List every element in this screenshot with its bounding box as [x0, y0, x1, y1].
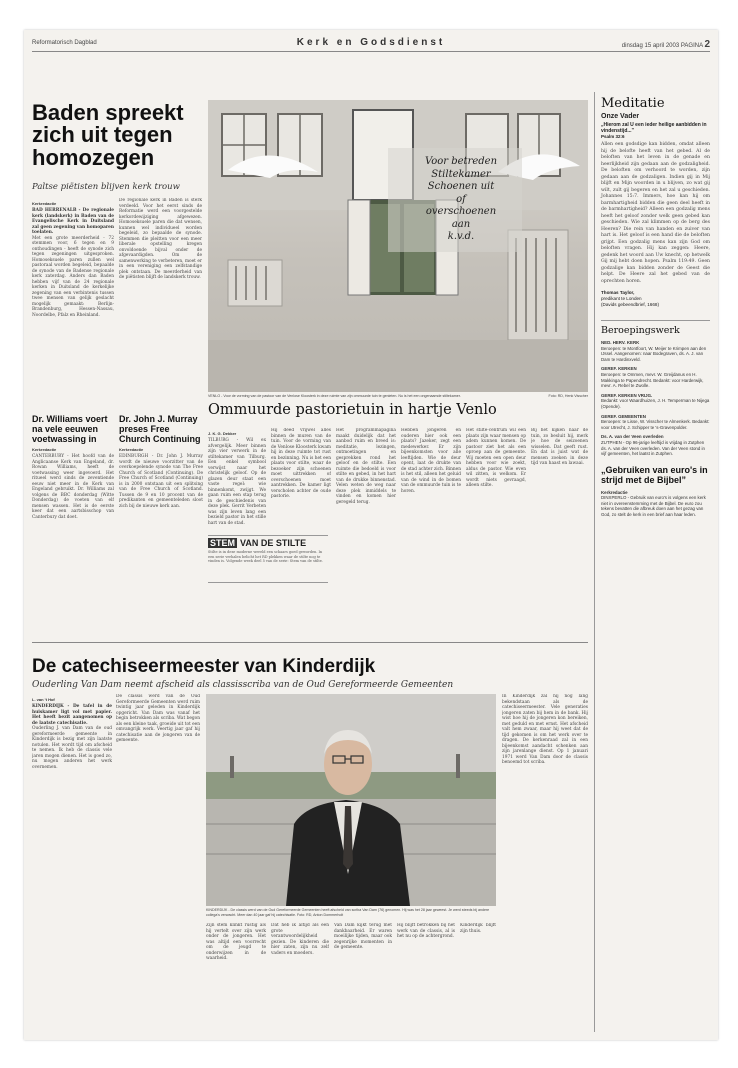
kicker: J. K. G. Dekker [208, 431, 237, 436]
beroep-text: Bedankt: voor Waardhuizen, J. H. Temperman te Nijega (Opende). [601, 398, 710, 409]
article-kinderdijk-col5 [334, 923, 392, 1028]
article-kinderdijk-col8 [502, 694, 588, 1028]
article-venlo-col5 [466, 428, 526, 628]
meditatie-body: Allen een godsdige kan bidden, omdat alleen hij de belofte heeft van het gebed. Al de beloften van het leven in de genade en heerlijkheid zijn gedaan aan de godzaligheid. De beloften om verhoord te worden, zijn gedaan aan de godzaligen. Indien gij in Mij blijft en Mijn woorden in u blijven, zo wat gij wilt, zult gij begeren en het zal u geschieden. Johannes 15:7. Immers, hoe kan hij om barmhartigheid bidden die geen deel heeft in de barmhartigheid? Alleen een godzalig mens heeft het geloof zonder welk geen gebed kan geschieden. Wie zal klimmen op de berg des Heeren? Die rein van handen en zuiver van hart is. Het geloof is een hand die de beloften grijpt. Een godzalig mens kan zijn God om beloften vragen. Hij kan zeggen: Heere, gedenk het woord aan Uw knecht, op hetwelk Gij mij hebt doen hopen. Psalm 119:49. Geen godzalige kan bidden zonder de Geest die helpt. De Heere zal het gebed van de oprechten horen. [601, 142, 710, 284]
beroep-entry [601, 393, 710, 410]
kicker: Kerkredactie [601, 489, 628, 495]
paper-name: Reformatorisch Dagblad [32, 40, 97, 46]
meditatie-author [601, 290, 710, 308]
article-venlo-col6 [531, 428, 588, 628]
article-baden-col1 [32, 198, 114, 398]
beroep-entry [601, 340, 710, 362]
article-kinderdijk-col7 [460, 923, 496, 1028]
sign-line: overschoenen [425, 206, 497, 217]
sign-line: Voor betreden [424, 156, 498, 167]
beroep-text: Beroepen: te Montfoort, W. Meijer te Krimpen aan den IJssel. Aangenomen: naar Bodegraven, ds. A. J. van Dam te Hardinxveld. [601, 345, 707, 362]
article-body: Het programmapagina maakt duidelijk dat het aanbod ruim en breed is: meditatie, lezingen, ontmoetingen en gesprekken rond het geloof en de stilte. Een ruimte die bedoeld is voor stilte en gebed, in het hart van de drukke binnenstad. Velen weten de weg naar deze plek inmiddels te vinden en komen hier geregeld terug. [336, 428, 396, 505]
article-kinderdijk-col3 [206, 923, 266, 1028]
photo-credit: Foto: RD, Henk Visscher [548, 394, 588, 398]
newspaper-page [24, 30, 718, 1040]
kicker: L. van 't Hof [32, 697, 55, 702]
beroep-entry [601, 366, 710, 388]
article-lead: KINDERDIJK - De tafel in de huiskamer ligt vol met papier. Het heeft bezit aangenomen op de laatste catechisatie. [32, 704, 112, 726]
meditatie-title: Meditatie [601, 96, 665, 111]
sign-line: Stiltekamer [431, 168, 491, 180]
article-body: Kinderdijk blijft zijn thuis. [460, 923, 496, 934]
headline-kinderdijk: De catechiseermeester van Kinderdijk [32, 656, 376, 677]
article-body: De classis werd van de Oud Gereformeerde Gemeenten werd ruim twintig jaar geleden in Kinderdijk opgericht. Van Dam was vanaf het begin betrokken als scriba. Wat begon als een kleine taak, groeide uit tot een omvangrijk werk. Veertig jaar gaf hij catechisatie aan de jongeren van de gemeente. [116, 694, 200, 743]
article-body: Zijn stem klinkt rustig als hij vertelt over zijn werk onder de jongeren. Het was altijd een voorrecht om de jeugd te onderwijzen in de waarheid. [206, 923, 266, 961]
issue-date [622, 39, 710, 50]
article-body: Hij deed vrijwel alles binnen de muren van de tuin. Voor de vorming van de Venlose Kloosterk kwam hij in deze ruimte tot rust en bezinning. Nu is het een plaats voor stilte, waar de bezoeker zijn schoenen moet uittrekken of overschoenen moet aantrekken. De kamer ligt verscholen achter de oude pastorie. [271, 428, 331, 499]
headline-murray: Dr. John J. Murray preses Free Church Continuing [119, 414, 201, 444]
room-illustration [208, 100, 588, 392]
date-text: dinsdag 15 april 2003 [621, 43, 680, 49]
caption-text: KINDERDIJK - De classis werd van de Oud Gereformeerde Gemeenten heeft afscheid van scriba Van Dam (76) genomen. Hij was het 28 jaar geweest. Je werd steeds bij andere collega's verwacht. Meer dan 40 jaar gaf hij catechisatie. [206, 908, 490, 917]
kicker: Kerkredactie [32, 447, 57, 452]
article-body: EDINBURGH - Dr. John J. Murray wordt de nieuwe voorzitter van de overkoepelende synode van The Free Church of Scotland (Continuing). De Free Church of Scotland (Continuing) is in 2000 ontstaan uit een splitsing van de Free Church of Scotland. Tussen de 9 en 10 procent van de predikanten en gemeenteleden sloot zich bij de nieuwe kerk aan. [119, 454, 203, 509]
photo-van-dam [206, 694, 496, 906]
article-venlo-col1 [208, 428, 266, 628]
meditatie-psalm: Psalm 32:6 [601, 134, 625, 139]
article-body: Ouderling J. van Dam van de oud gereformeerde gemeente in Kinderdijk is bezig met zijn laatste notulen. Het wordt tijd om afscheid te nemen. Ik heb de classis vele jaren mogen dienen. Het is goed zo, nu mogen anderen het werk overnemen. [32, 726, 112, 770]
brief-text: DINXPERLO - Gebruik van euro's is volgens een kerk niet in overeenstemming met de Bijbel. De euro zou tekens bevatten die afbreuk doen aan het gezag van God, zo stelt de kerk in een brief aan haar leden. [601, 495, 706, 518]
beroep-text: Beroepen: te Lisse, W. Visscher te Almenkerk. Bedankt: voor Utrecht, J. Schipper te 's-Gravenpolder. [601, 419, 710, 430]
brief-overleden [601, 434, 710, 456]
photo-caption [206, 908, 496, 917]
caption-text: VENLO - Voor de vorming van de pastoor van de Venlose Kloosterk in deze ruimte van zijn ommuurde tuin te genieten. Nu is het een ongenaamde stiltekamer. [208, 394, 461, 398]
article-murray [119, 414, 203, 634]
article-body: Dat heb ik altijd als een grote verantwoordelijkheid gezien. De kinderen die hier zaten, zijn nu zelf vaders en moeders. [271, 923, 329, 956]
sign-line: of [456, 193, 466, 205]
beroep-church: GEREF. KERKEN [601, 366, 637, 372]
article-kinderdijk-col4 [271, 923, 329, 1028]
author-name: Thomas Taylor, [601, 290, 635, 295]
article-kinderdijk-col2 [116, 694, 200, 1028]
photo-stiltekamer [208, 100, 588, 392]
brief-headline: Ds. A. van der Veen overleden [601, 434, 664, 440]
euro-headline: „Gebruiken van euro's in strijd met de Bijbel” [601, 464, 708, 486]
stem-van-de-stilte-box [208, 535, 328, 583]
page-label: PAGINA [680, 43, 703, 49]
photo-credit: Foto: RD, Anton Dommerholt [296, 912, 344, 917]
article-venlo-col3 [336, 428, 396, 628]
beroep-church: GEREF. KERKEN VRIJG. [601, 392, 653, 398]
article-kinderdijk-col1 [32, 694, 112, 1028]
section-divider [32, 642, 588, 643]
stiltekamer-sign [406, 156, 516, 244]
article-body: CANTERBURY - Het hoofd van de Anglicaanse Kerk van Engeland, dr. Rowan Williams, heeft de voetwassing weer ingevoerd. Het ritueel werd sinds de zeventiende eeuw niet meer in de Kerk van Engeland gebruikt. Dr. Williams zal volgens de BBC donderdag (Witte Donderdag) de voeten van elf mensen wassen. Het is de eerste keer dat een aartsbisschop van Canterbury dat doet. [32, 454, 114, 520]
meditatie-subtitle: Onze Vader [601, 113, 640, 120]
article-body: De regionale kerk in Baden is sterk verdeeld. Voor het eerst sinds de Reformatie werd een voorgestelde kerkordewijziging afgewezen. Homoseksuele paren die dat wensen, kunnen wel individueel worden begeleid, zo bepaalde de synode. Stemmen die pleitten voor een meer liberale opstelling kregen onvoldoende bijval onder de afgevaardigden. Om de samenwerking te verbeteren, moet er in een vereniging een zelfstandige plek ontstaan. De meerderheid van de piëtisten blijft de landskerk trouw. [119, 198, 202, 280]
stilte-text: Stilte is in deze moderne wereld een schaars goed geworden. In een serie verhalen belicht het RD plekken waar de stilte nog te vinden is. Volgende week deel 5 van de serie: Stem van de stilte. [208, 550, 323, 563]
article-body: Hebben jongeren en ouderen hier ook een plaats? Jazeker, zegt een medewerker. Er zijn bijeenkomsten voor alle leeftijden. Wie de deur opent, laat de drukte van de stad achter zich. Binnen is het stil, alleen het geluid van de wind in de bomen van de ommuurde tuin is te horen. [401, 428, 461, 494]
kicker: Kerkredactie [119, 447, 144, 452]
beroep-church: NED. HERV. KERK [601, 340, 640, 345]
masthead [32, 36, 710, 52]
article-body: Bij het kijken naar de tuin, zo besluit hij, merk je hoe de seizoenen wisselen. Dat geeft rust. En dat is juist wat de mensen zoeken in deze tijd van haast en lawaai. [531, 428, 588, 466]
brief-euro [601, 490, 710, 518]
author-place: predikant te Londen [601, 296, 642, 301]
kicker: Kerkredactie [32, 201, 57, 206]
article-williams [32, 414, 114, 634]
article-body: Hij blijft betrokken bij het werk van de classis, al is het nu op de achtergrond. [397, 923, 455, 939]
page-number: 2 [704, 39, 710, 50]
beroep-entry [601, 414, 710, 431]
article-body: Met een grote meerderheid - 72 stemmen voor, 6 tegen en 9 onthoudingen - heeft de synode zich tegen zegeningen uitgesproken. Homoseksuele paren zullen wel pastoraal worden begeleid, bepaalde de synode van de Badense regionale kerk zaterdag. Anders dan Baden hebben vijf van de 24 regionale kerken in Duitsland de kerkelijke zegening van een verbintenis tussen twee mensen van gelijk geslacht mogelijk gemaakt: Berlijn-Brandenburg, Hessen-Nassau, Noordelbe, Pfalz en Rheinland. [32, 235, 114, 318]
headline-venlo: Ommuurde pastorietuin in hartje Venlo [208, 402, 497, 418]
article-venlo-col2 [271, 428, 331, 628]
stilte-title: VAN DE STILTE [240, 538, 307, 548]
author-source: (Davids gebeendbrief, 1668) [601, 302, 659, 307]
beroep-church: GEREF. GEMEENTEN [601, 413, 646, 419]
article-lead: BAD HERRENALB - De regionale kerk (landskerk) in Baden van de Evangelische Kerk in Duitsland zal geen zegening van homoparen toelaten. [32, 208, 114, 235]
article-body: In Kinderdijk zal hij nog lang bekendstaan als de catechiseermeester. Vele generaties jongeren zaten bij hem in de bank. Hij wist hoe hij de jongeren kon bereiken, met geduld en met ernst. Het afscheid valt hem zwaar, maar hij weet dat de tijd gekomen is om het werk over te dragen. De kerkenraad zal in een bijeenkomst aandacht schenken aan zijn jarenlange dienst. Op 1 januari 1971 werd Van Dam door de classis benoemd tot scriba. [502, 694, 588, 765]
portrait-illustration [206, 694, 496, 906]
subhead-baden: Paltse piëtisten blijven kerk trouw [32, 182, 180, 192]
article-venlo-col4 [401, 428, 461, 628]
beroep-text: Beroepen: te Ommen, mevr. W. Greijdanus en H. Makkinga te Papendrecht. Bedankt: voor Harderwijk, mevr. A. Rebel te Zwolle. [601, 371, 704, 389]
article-body: Van Dam kijkt terug met dankbaarheid. Er waren moeilijke tijden, maar ook zegenrijke momenten in de gemeente. [334, 923, 392, 950]
headline-baden: Baden spreekt zich uit tegen homozegen [32, 100, 184, 170]
sidebar-column [594, 92, 710, 1032]
brief-text: ZUTPHEN - Op 96-jarige leeftijd is vrijdag in Zutphen ds. A. van der Veen overleden. Van der Veen stond in vijf gemeenten, het laatst in Zutphen. [601, 439, 705, 457]
sign-line: Schoenen uit [427, 181, 495, 192]
stilte-logo [208, 538, 328, 548]
article-body: Het stilte-centrum wil een plaats zijn waar mensen op adem kunnen komen. De pastoor ziet het als een oproep aan de gemeente. Wij moeten een open deur hebben voor wie zoekt, aldus de pastor. Wie even wil zitten, is welkom. Er wordt niets gevraagd, alleen stilte. [466, 428, 526, 488]
stilte-badge: STEM [210, 538, 236, 548]
article-kinderdijk-col6 [397, 923, 455, 1028]
subhead-kinderdijk: Ouderling Van Dam neemt afscheid als classisscriba van de Oud Gereformeerde Gemeenten [32, 680, 454, 690]
photo-caption [208, 394, 588, 398]
article-baden-col2 [119, 198, 202, 398]
section-title: Kerk en Godsdienst [296, 37, 446, 48]
article-body: TILBURG - Wil ex afvergelijk. Meer binnen zijn vier verwerk in de stiltekamer van Tilburg. Een enkel symbool verwijst naar het christelijk geloof. Op de glazen deur staat een vaste regel: wie binnenkomt, zwijgt. We gaan ruim een stap terug in de geschiedenis van deze plek. Gerrit Verbeten was zijn leven lang een bezield pastor in het stille hart van de stad. [208, 438, 266, 526]
meditatie-quote: „Hierom zal U een ieder heilige aanbidden in vindenstijd...” [601, 122, 707, 134]
sign-line: k.v.d. [447, 231, 475, 242]
beroepingswerk-title: Beroepingswerk [601, 320, 710, 336]
headline-williams: Dr. Williams voert na vele eeuwen voetwassing in [32, 414, 108, 444]
sign-line: aan [451, 218, 471, 230]
